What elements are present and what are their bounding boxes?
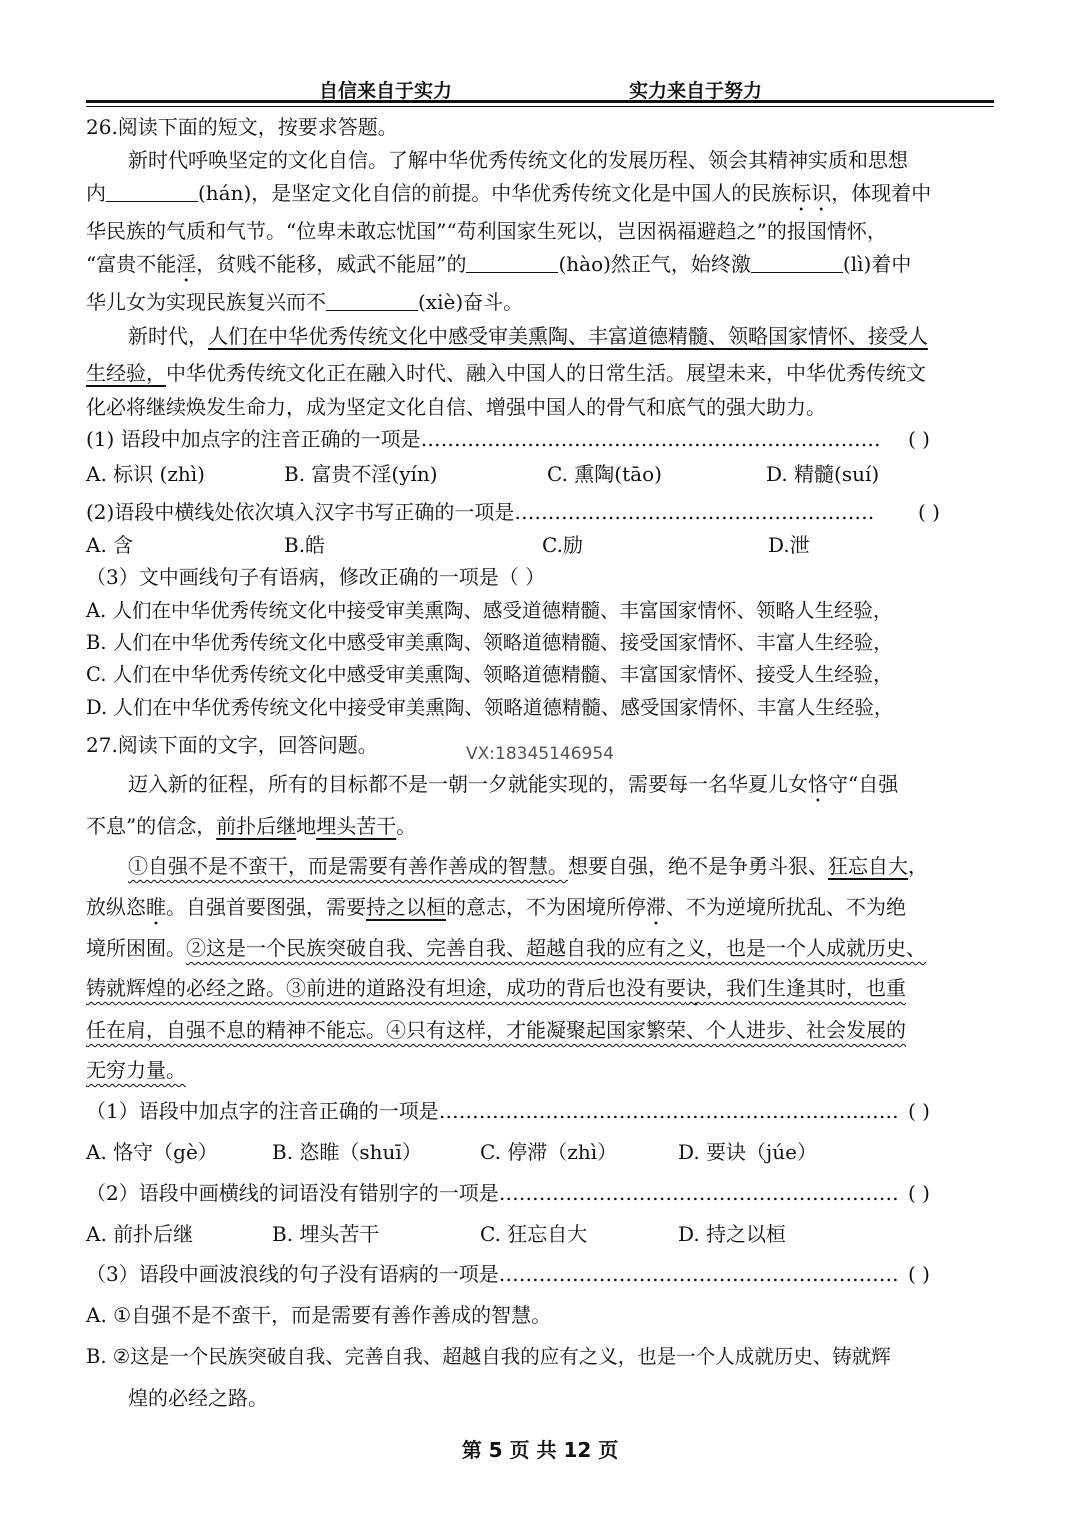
q26-para1-line5 — [86, 288, 523, 316]
header-rule-thick — [86, 100, 994, 103]
fill-blank-3[interactable] — [751, 252, 843, 273]
q26-para2-line1 — [128, 322, 928, 350]
q26-sub1-option-a[interactable]: A. 标识 (zhì) — [86, 462, 205, 486]
wavy-sentence: 无穷力量。 — [86, 1058, 186, 1082]
q27-sub1-question: （1）语段中加点字的注音正确的一项是…………………………………………………………… — [86, 1099, 899, 1123]
dotted-char: 滞 — [646, 895, 666, 919]
q27-sub3-option-b-cont: 煌的必经之路。 — [128, 1386, 268, 1410]
q26-sub3-option-c[interactable]: C. 人们在中华优秀传统文化中感受审美熏陶、领略道德精髓、丰富国家情怀、接受人生经验， — [86, 663, 893, 686]
text: 的意志，不为困境所停 — [446, 895, 646, 919]
page-header — [86, 76, 994, 102]
answer-paren[interactable]: ( ) — [908, 427, 930, 451]
q26-sub3-question: （3）文中画线句子有语病，修改正确的一项是（ ） — [86, 565, 546, 589]
q27-para2-line6 — [86, 1056, 186, 1084]
q26-para1-line4 — [86, 250, 911, 287]
q26-sub2-option-c[interactable]: C.励 — [542, 533, 583, 557]
q27-title: 27.阅读下面的文字，回答问题。 — [86, 733, 378, 757]
q26-para1-line3: 华民族的气质和气节。“位卑未敢忘忧国”“苟利国家生死以，岂因祸福避趋之”的报国情怀， — [86, 219, 887, 243]
q27-sub1-option-d[interactable]: D. 要诀（júe） — [678, 1140, 817, 1164]
q26-sub1-option-d[interactable]: D. 精髓(suí) — [766, 462, 880, 486]
q27-sub2-option-b[interactable]: B. 埋头苦干 — [272, 1222, 380, 1246]
answer-paren[interactable]: ( ) — [908, 1262, 930, 1286]
wavy-sentence: 任在肩，自强不息的精神不能忘。④只有这样，才能凝聚起国家繁荣、个人进步、社会发展的 — [86, 1018, 906, 1042]
text: 新时代， — [128, 324, 208, 348]
text: (hán)，是坚定文化自信的前提。中华优秀传统文化是中国人的民族 — [198, 181, 792, 205]
q27-para1-line2 — [86, 812, 416, 840]
underlined-word: 持之以桓 — [366, 895, 446, 919]
q26-sub2-option-b[interactable]: B.皓 — [284, 533, 326, 557]
text: 、不为逆境所扰乱、不为绝 — [666, 895, 906, 919]
fill-blank-2[interactable] — [466, 252, 558, 273]
fill-blank-4[interactable] — [326, 290, 418, 311]
text: (xiè)奋斗。 — [418, 290, 524, 314]
wavy-sentence: ②这是一个民族突破自我、完善自我、超越自我的应有之义，也是一个人成就历史、 — [186, 936, 926, 960]
underlined-sentence: 生经验， — [86, 361, 166, 385]
text: ，贫贱不能移，威武不能屈”的 — [196, 252, 467, 276]
q26-sub3-option-a[interactable]: A. 人们在中华优秀传统文化中接受审美熏陶、感受道德精髓、丰富国家情怀、领略人生经验， — [86, 599, 893, 622]
answer-paren[interactable]: ( ) — [918, 500, 940, 524]
fill-blank-1[interactable] — [106, 181, 198, 202]
underlined-sentence: 人们在中华优秀传统文化中感受审美熏陶、丰富道德精髓、领略国家情怀、接受人 — [208, 324, 928, 348]
q26-title: 26.阅读下面的短文，按要求答题。 — [86, 115, 398, 139]
dotted-char: 诀 — [686, 976, 706, 1000]
q26-sub2-question: (2)语段中横线处依次填入汉字书写正确的一项是……………………………………………… — [86, 500, 875, 524]
header-right-motto: 实力来自于努力 — [629, 80, 763, 102]
q27-sub2-option-a[interactable]: A. 前扑后继 — [86, 1222, 194, 1246]
q26-sub2-option-a[interactable]: A. 含 — [86, 533, 134, 557]
q27-sub1-option-b[interactable]: B. 恣睢（shuī） — [272, 1140, 422, 1164]
text: 地 — [296, 814, 317, 838]
q27-sub3-option-b[interactable]: B. ②这是一个民族突破自我、完善自我、超越自我的应有之义，也是一个人成就历史、铸就辉 — [86, 1345, 891, 1368]
q27-para2-line4 — [86, 974, 906, 1011]
q26-sub1-option-b[interactable]: B. 富贵不淫(yín) — [284, 462, 438, 486]
dotted-char: 标 — [791, 181, 812, 205]
q27-sub1-option-a[interactable]: A. 恪守（gè） — [86, 1140, 218, 1164]
text: 境所困囿。 — [86, 936, 186, 960]
text: 守“自强 — [828, 772, 899, 796]
q27-para2-line3 — [86, 934, 926, 962]
header-left-motto: 自信来自于实力 — [319, 80, 453, 102]
q27-sub3-question: （3）语段中画波浪线的句子没有语病的一项是…………………………………………………… — [86, 1262, 899, 1286]
header-rule-thin — [86, 106, 994, 107]
q26-para1-line1: 新时代呼唤坚定的文化自信。了解中华优秀传统文化的发展历程、领会其精神实质和思想 — [128, 148, 908, 172]
q27-sub1-option-c[interactable]: C. 停滞（zhì） — [480, 1140, 618, 1164]
q26-para2-line3: 化必将继续焕发生命力，成为坚定文化自信、增强中国人的骨气和底气的强大助力。 — [86, 395, 826, 419]
dotted-char: 睢 — [146, 895, 166, 919]
underlined-word: 埋头苦干 — [316, 814, 397, 838]
q26-sub1-question: (1) 语段中加点字的注音正确的一项是…………………………………………………………… — [86, 427, 881, 451]
q27-sub2-question: （2）语段中画横线的词语没有错别字的一项是…………………………………………………… — [86, 1181, 899, 1205]
text: 迈入新的征程，所有的目标都不是一朝一夕就能实现的，需要每一名华夏儿女 — [128, 772, 808, 796]
wavy-sentence: 铸就辉煌的必经之路。③前进的道路没有坦途，成功的背后也没有要 — [86, 976, 686, 1000]
q27-sub3-option-a[interactable]: A. ①自强不是不蛮干，而是需要有善作善成的智慧。 — [86, 1303, 552, 1327]
q27-para1-line1 — [128, 770, 898, 807]
wavy-sentence: ①自强不是不蛮干，而是需要有善作善成的智慧。 — [128, 854, 568, 878]
text: 想要自强，绝不是争勇斗狠、 — [568, 854, 828, 878]
q26-para2-line2 — [86, 359, 926, 387]
text: ，体现着中 — [831, 181, 932, 205]
q26-sub2-option-d[interactable]: D.泄 — [768, 533, 810, 557]
text: (lì)着中 — [842, 252, 912, 276]
q27-para2-line1 — [128, 852, 928, 880]
text: 中华优秀传统文化正在融入时代、融入中国人的日常生活。展望未来，中华优秀传统文 — [166, 361, 926, 385]
q26-para1-line2 — [86, 179, 931, 216]
q27-sub2-option-c[interactable]: C. 狂忘自大 — [480, 1222, 588, 1246]
text: 。 — [396, 814, 417, 838]
text: ， — [908, 854, 928, 878]
text: 。自强首要图强，需要 — [166, 895, 366, 919]
page-number-footer: 第 5 页 共 12 页 — [461, 1438, 619, 1462]
q27-para2-line2 — [86, 893, 906, 930]
contact-watermark: VX:18345146954 — [463, 744, 617, 766]
text: 内 — [86, 181, 106, 205]
wavy-sentence: ，我们生逢其时，也重 — [706, 976, 906, 1000]
q26-sub3-option-d[interactable]: D. 人们在中华优秀传统文化中接受审美熏陶、领略道德精髓、感受国家情怀、丰富人生经验， — [86, 696, 894, 719]
answer-paren[interactable]: ( ) — [908, 1099, 930, 1123]
dotted-char: 识 — [811, 181, 832, 205]
q26-sub3-option-b[interactable]: B. 人们在中华优秀传统文化中感受审美熏陶、领略道德精髓、接受国家情怀、丰富人生经验， — [86, 631, 893, 654]
text: 放纵恣 — [86, 895, 146, 919]
underlined-word: 狂忘自大 — [828, 854, 908, 878]
answer-paren[interactable]: ( ) — [908, 1181, 930, 1205]
text: (hào)然正气，始终激 — [558, 252, 751, 276]
q27-sub2-option-d[interactable]: D. 持之以桓 — [678, 1222, 787, 1246]
text: 不息”的信念， — [86, 814, 217, 838]
q27-para2-line5 — [86, 1016, 906, 1044]
text: “富贵不能 — [86, 252, 177, 276]
underlined-word: 前扑后继 — [216, 814, 297, 838]
dotted-char: 淫 — [176, 252, 197, 276]
q26-sub1-option-c[interactable]: C. 熏陶(tāo) — [547, 462, 662, 486]
text: 华儿女为实现民族复兴而不 — [86, 290, 326, 314]
dotted-char: 恪 — [808, 772, 828, 796]
